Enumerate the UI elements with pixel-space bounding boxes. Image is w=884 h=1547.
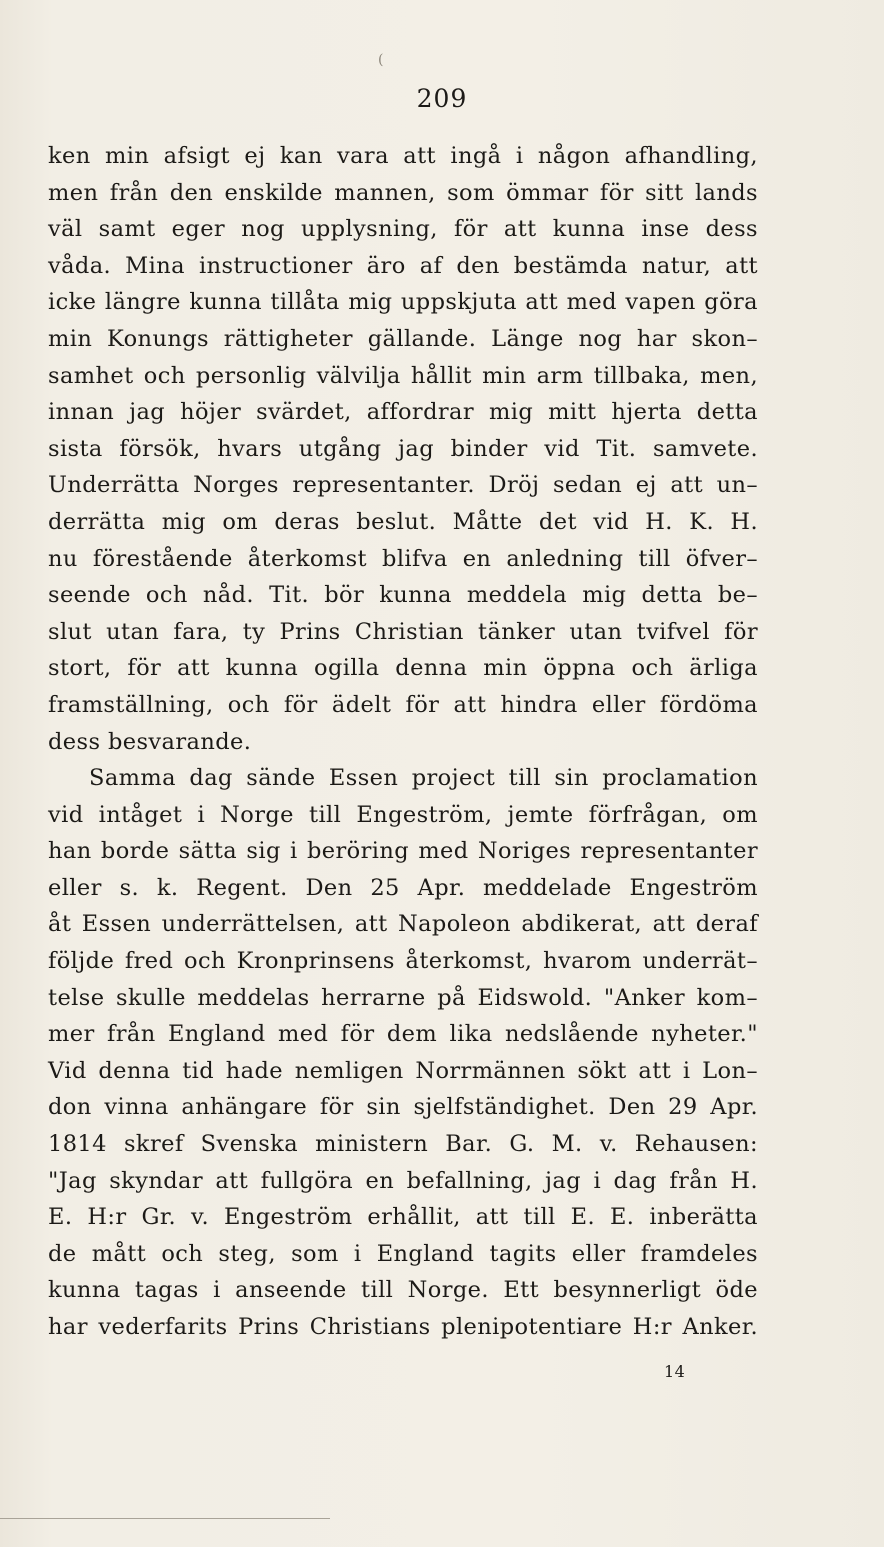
page-number: 209 (416, 84, 468, 113)
stray-mark: ( (378, 52, 384, 68)
text-line: Samma dag sände Essen project till sin proclamation (89, 765, 758, 792)
text-line: Vid denna tid hade nemligen Norrmännen sökt att i Lon– (48, 1057, 758, 1084)
text-line: telse skulle meddelas herrarne på Eidswold. "Anker kom– (48, 984, 758, 1011)
text-line: åt Essen underrättelsen, att Napoleon abdikerat, att deraf (48, 911, 758, 938)
text-line: min Konungs rättigheter gällande. Länge nog har skon– (48, 325, 758, 352)
text-line: väl samt eger nog upplysning, för att kunna inse dess (48, 216, 758, 243)
text-line: har vederfarits Prins Christians plenipotentiare H:r Anker. (48, 1314, 758, 1340)
text-line: innan jag höjer svärdet, affordrar mig mitt hjerta detta (48, 399, 758, 426)
text-line: våda. Mina instructioner äro af den bestämda natur, att (48, 252, 758, 279)
text-line: Underrätta Norges representanter. Dröj sedan ej att un– (48, 472, 758, 499)
body-text (48, 138, 758, 1346)
text-line: dess besvarande. (48, 728, 252, 755)
text-line: stort, för att kunna ogilla denna min öppna och ärliga (48, 655, 758, 682)
text-line: sista försök, hvars utgång jag binder vid Tit. samvete. (48, 435, 758, 462)
text-line: don vinna anhängare för sin sjelfständighet. Den 29 Apr. (48, 1094, 758, 1121)
text-line: icke längre kunna tillåta mig uppskjuta att med vapen göra (48, 289, 758, 316)
signature-mark: 14 (664, 1362, 686, 1381)
text-line: seende och nåd. Tit. bör kunna meddela mig detta be– (48, 582, 758, 609)
page-edge-rule (0, 1518, 330, 1519)
text-line: samhet och personlig välvilja hållit min arm tillbaka, men, (48, 362, 758, 389)
text-line: E. H:r Gr. v. Engeström erhållit, att till E. E. inberätta (48, 1204, 758, 1231)
text-line: 1814 skref Svenska ministern Bar. G. M. v. Rehausen: (48, 1131, 758, 1158)
text-line: vid intåget i Norge till Engeström, jemte förfrågan, om (48, 801, 758, 828)
text-line: men från den enskilde mannen, som ömmar för sitt lands (48, 179, 758, 206)
text-line: "Jag skyndar att fullgöra en befallning, jag i dag från H. (48, 1167, 758, 1194)
text-line: följde fred och Kronprinsens återkomst, hvarom underrät– (48, 948, 758, 975)
text-line: han borde sätta sig i beröring med Noriges representanter (48, 838, 758, 865)
text-line: kunna tagas i anseende till Norge. Ett besynnerligt öde (48, 1277, 758, 1304)
text-line: nu förestående återkomst blifva en anledning till öfver– (48, 545, 758, 572)
text-line: ken min afsigt ej kan vara att ingå i någon afhandling, (48, 143, 758, 169)
text-line: de mått och steg, som i England tagits eller framdeles (48, 1240, 758, 1267)
text-line: slut utan fara, ty Prins Christian tänker utan tvifvel för (48, 618, 758, 645)
text-line: derrätta mig om deras beslut. Måtte det vid H. K. H. (48, 508, 758, 535)
text-line: mer från England med för dem lika nedslående nyheter." (48, 1021, 758, 1048)
text-line: framställning, och för ädelt för att hindra eller fördöma (48, 691, 758, 718)
text-line: eller s. k. Regent. Den 25 Apr. meddelade Engeström (48, 874, 758, 901)
